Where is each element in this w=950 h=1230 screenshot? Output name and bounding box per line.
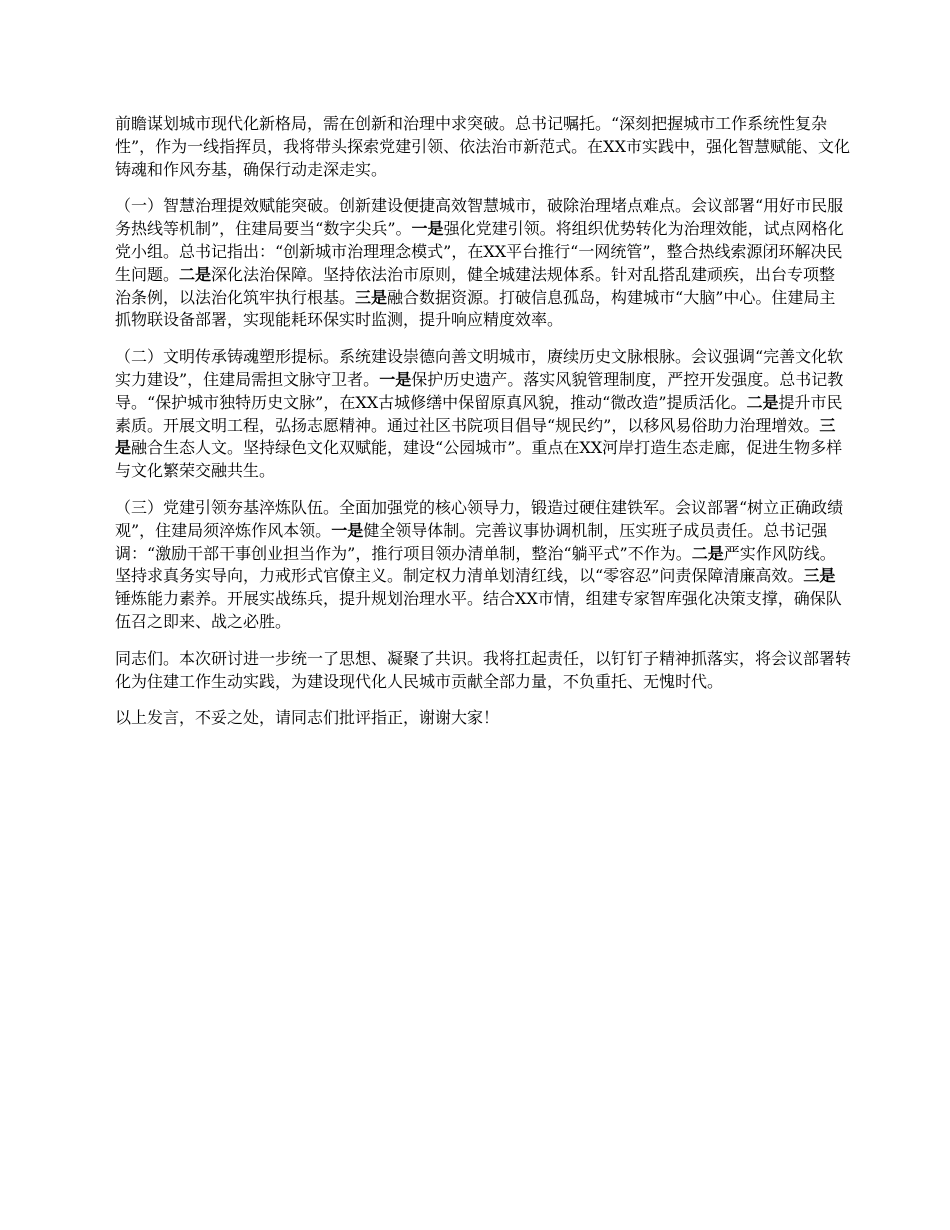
paragraph-text: 同志们。本次研讨进一步统一了思想、凝聚了共识。我将扛起责任，以钉钉子精神抓落实，将会议部署转化为住建工作生动实践，为建设现代化人民城市贡献全部力量，不负重托、无愧时代。 bbox=[115, 648, 852, 691]
paragraph-text: （二）文明传承铸魂塑形提标。系统建设崇德向善文明城市，赓续历史文脉根脉。会议强调“完善文化软实力建设”，住建局需担文脉守卫者。 bbox=[115, 347, 844, 389]
paragraph-text: 严实作风防线。坚持求真务实导向，力戒形式官僚主义。制定权力清单划清红线，以“零容忍”问责保障清廉高效。 bbox=[115, 543, 836, 586]
paragraph-text: 前瞻谋划城市现代化新格局，需在创新和治理中求突破。总书记嘱托。“深刻把握城市工作系统性复杂性”，作为一线指挥员，我将带头探索党建引领、依法治市新范式。在XX市实践中，强化智慧赋能、文化铸魂和作风夯基，确保行动走深走实。 bbox=[115, 114, 850, 179]
document-paragraph bbox=[115, 648, 851, 694]
paragraph-text: （三）党建引领夯基淬炼队伍。全面加强党的核心领导力，锻造过硬住建铁军。会议部署“树立正确政绩观”，住建局须淬炼作风本领。 bbox=[115, 497, 844, 540]
document-paragraph bbox=[115, 707, 851, 730]
emphasis-marker: 一是 bbox=[379, 369, 412, 389]
document-paragraph bbox=[115, 113, 851, 181]
paragraph-text: 锤炼能力素养。开展实战练兵，提升规划治理水平。结合XX市情，组建专家智库强化决策支撑，确保队伍召之即来、战之必胜。 bbox=[115, 589, 842, 631]
document-body bbox=[115, 113, 851, 730]
emphasis-marker: 二是 bbox=[746, 392, 779, 412]
document-paragraph bbox=[115, 497, 851, 634]
paragraph-text: 融合生态人文。坚持绿色文化双赋能，建设“公园城市”。重点在XX河岸打造生态走廊，促进生物多样与文化繁荣交融共生。 bbox=[115, 438, 843, 481]
document-page bbox=[115, 113, 851, 744]
paragraph-text: 保护历史遗产。落实风貌管理制度，严控开发强度。总书记教导。“保护城市独特历史文脉”，在XX古城修缮中保留原真风貌，推动“微改造”提质活化。 bbox=[115, 369, 844, 412]
emphasis-marker: 二是 bbox=[179, 264, 212, 284]
emphasis-marker: 二是 bbox=[691, 543, 724, 563]
paragraph-text: 以上发言，不妥之处，请同志们批评指正，谢谢大家！ bbox=[115, 708, 500, 728]
document-paragraph bbox=[115, 195, 851, 332]
emphasis-marker: 三是 bbox=[355, 287, 388, 307]
document-paragraph bbox=[115, 346, 851, 483]
paragraph-text: 深化法治保障。坚持依法治市原则，健全城建法规体系。针对乱搭乱建顽疾，出台专项整治条例，以法治化筑牢执行根基。 bbox=[115, 264, 836, 307]
emphasis-marker: 一是 bbox=[411, 219, 444, 239]
paragraph-text: 提升市民素质。开展文明工程，弘扬志愿精神。通过社区书院项目倡导“规民约”，以移风易俗助力治理增效。 bbox=[115, 392, 843, 435]
paragraph-text: （一）智慧治理提效赋能突破。创新建设便捷高效智慧城市，破除治理堵点难点。会议部署“用好市民服务热线等机制”，住建局要当“数字尖兵”。 bbox=[115, 196, 844, 239]
emphasis-marker: 三是 bbox=[803, 566, 836, 586]
emphasis-marker: 一是 bbox=[331, 520, 364, 540]
paragraph-text: 强化党建引领。将组织优势转化为治理效能，试点网格化党小组。总书记指出：“创新城市治理理念模式”，在XX平台推行“一网统管”，整合热线索源闭环解决民生问题。 bbox=[115, 219, 844, 284]
paragraph-text: 健全领导体制。完善议事协调机制，压实班子成员责任。总书记强调：“激励干部干事创业担当作为”，推行项目领办清单制，整治“躺平式”不作为。 bbox=[115, 520, 828, 563]
paragraph-text: 融合数据资源。打破信息孤岛，构建城市“大脑”中心。住建局主抓物联设备部署，实现能耗环保实时监测，提升响应精度效率。 bbox=[115, 287, 836, 330]
emphasis-marker: 三是 bbox=[115, 415, 836, 458]
